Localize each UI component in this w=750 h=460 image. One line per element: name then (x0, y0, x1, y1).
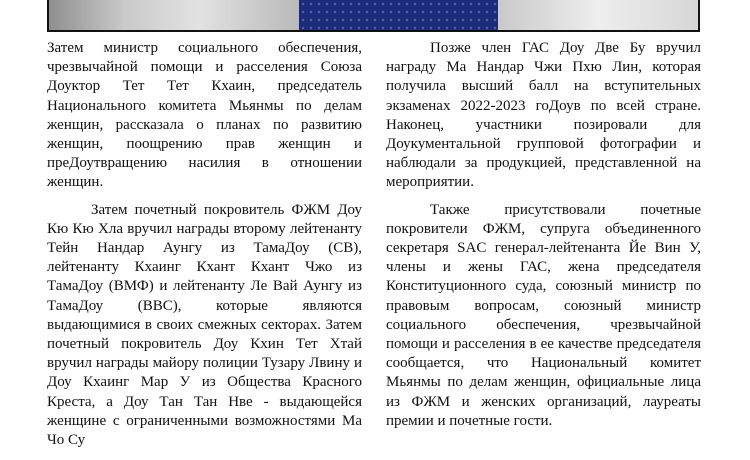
photo-tables-right (498, 0, 698, 30)
photo-tables-left (49, 0, 299, 30)
article-column-right (386, 39, 701, 439)
paragraph: Затем почетный покровитель ФЖМ Доу Кю Кю Хла вручил награды второму лейтенанту Тейн Нандар Аунгу из ТамаДоу (СВ), лейтенанту Кхаинг Кхант Кхант Чжо из ТамаДоу (ВМФ) и лейтенанту Ле Вай Аунгу из ТамаДоу (ВВС), которые являются выдающимися в своих смежных секторах. Затем почетный покровитель Доу Кхин Тет Хтай вручил награды майору полиции Тузару Лвину и Доу Кхаинг Мар У из Общества Красного Креста, а Доу Тан Тан Нве - выдающейся женщине с ограниченными возможностями Ма Чо Су (47, 201, 362, 449)
paragraph: Затем министр социального обеспечения, чрезвычайной помощи и расселения Союза Доуктор Тет Тет Кхаин, председатель Национального комитета Мьянмы по делам женщин, рассказала о планах по развитию женщин, поощрению прав женщин и преДоутвращению насилия в отношении женщин. (47, 40, 362, 191)
photo-carpet (299, 0, 498, 30)
header-photo (47, 0, 700, 32)
article-column-left (47, 39, 362, 458)
paragraph: Также присутствовали почетные покровители ФЖМ, супруга объединенного секретаря SAC генерал-лейтенанта Йе Вин У, члены и жены ГАС, жена председателя Конституционного суда, союзный министр по правовым вопросам, союзный министр социального обеспечения, чрезвычайной помощи и расселения в ее качестве председателя сообщается, что Национальный комитет Мьянмы по делам женщин, официальные лица из ФЖМ и женских организаций, лауреаты премии и почетные гости. (386, 201, 701, 429)
paragraph: Позже член ГАС Доу Две Бу вручил награду Ма Нандар Чжи Пхю Лин, которая получила высший балл на вступительных экзаменах 2022-2023 гоДоув по всей стране. Наконец, участники позировали для Доукументальной групповой фотографии и наблюдали за продукцией, представленной на мероприятии. (386, 40, 701, 191)
